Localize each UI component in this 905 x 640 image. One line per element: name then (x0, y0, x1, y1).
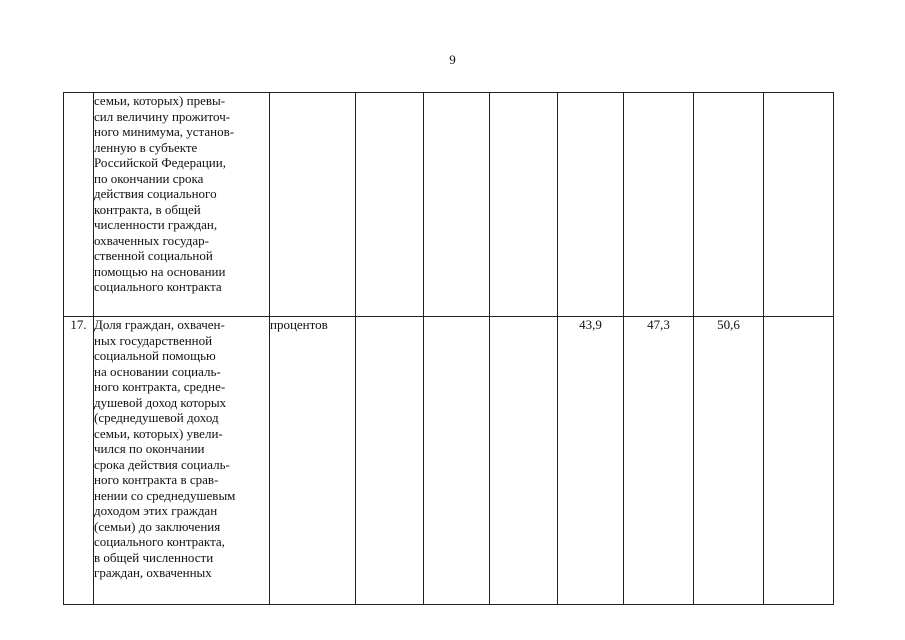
indicators-table (63, 92, 834, 605)
value-cell (764, 317, 834, 605)
table-row (64, 93, 834, 317)
table-row (64, 317, 834, 605)
value-cell (694, 93, 764, 317)
indicator-name-cell (94, 317, 270, 605)
row-number-cell (64, 93, 94, 317)
value-cell: 47,3 (624, 317, 694, 605)
value-cell (356, 93, 424, 317)
indicator-name-text: семьи, которых) превы- сил величину прожиточ- ного минимума, установ- ленную в субъекте Российской Федерации, по окончании срока действия социального контракта, в общей численности граждан, охваченных государ- ственной социальной помощью на основании социального контракта (94, 93, 235, 294)
value-cell (424, 93, 490, 317)
value-cell (624, 93, 694, 317)
unit-cell: процентов (270, 317, 356, 605)
value-cell: 43,9 (558, 317, 624, 605)
row-number-cell: 17. (64, 317, 94, 605)
value-cell: 50,6 (694, 317, 764, 605)
value-cell (490, 317, 558, 605)
indicator-name-text: Доля граждан, охвачен- ных государственной социальной помощью на основании социаль- ного контракта, средне- душевой доход которых (среднедушевой доход семьи, которых) увели- чился по окончании срока действия социаль- ного контракта в срав- нении со среднедушевым доходом этих граждан (семьи) до заключения социального контракта, в общей численности граждан, охваченных (94, 317, 236, 580)
value-cell (356, 317, 424, 605)
value-cell (764, 93, 834, 317)
unit-cell (270, 93, 356, 317)
indicator-name-cell (94, 93, 270, 317)
value-cell (558, 93, 624, 317)
value-cell (424, 317, 490, 605)
value-cell (490, 93, 558, 317)
page-number: 9 (449, 52, 456, 67)
